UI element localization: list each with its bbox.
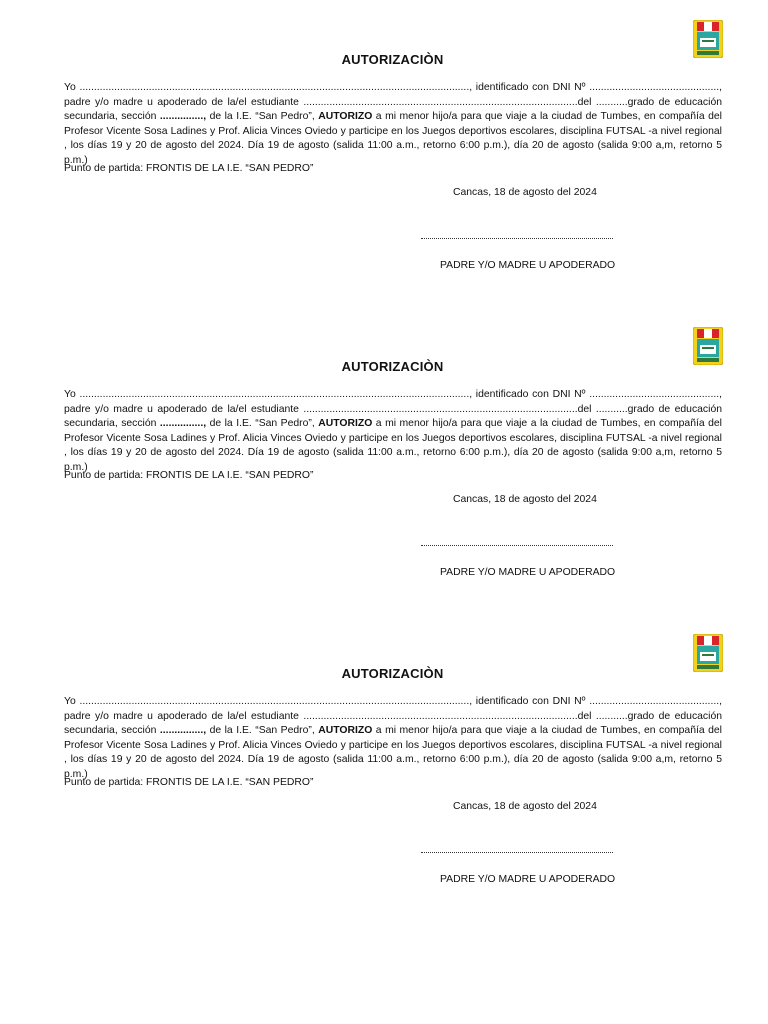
paragraph-details: a mi menor hijo/a para que viaje a la ciudad de Tumbes, en compañía del Profesor Vicente Sosa Ladines y Prof. Alicia Vinces Oviedo y participe en los Juegos deportivos escolares, disciplina FUTSAL -a nivel regional , los días 19 y 20 de agosto del 2024. Día 19 de agosto (salida 11:00 a.m., retorno 6:00 p.m.), día 20 de agosto (salida 9:00 a,m, retorno 5 p.m.) [64, 111, 722, 166]
paragraph-school: de la I.E. “San Pedro”, [206, 725, 319, 737]
autorizo-keyword: AUTORIZO [318, 725, 373, 737]
place-date: Cancas, 18 de agosto del 2024 [453, 801, 597, 812]
section-blank: ..............., [159, 418, 207, 430]
signature-label: PADRE Y/O MADRE U APODERADO [440, 567, 616, 578]
signature-line [421, 852, 613, 853]
paragraph-intro: Yo ......................................................................................................................................., identificado con DNI Nº ............................................., padre y/o madre u apoderado de la/el estudiante ...............................................................................................del ...........grado de educación secundaria, sección [64, 82, 722, 123]
place-date: Cancas, 18 de agosto del 2024 [453, 494, 597, 505]
authorization-paragraph [64, 81, 722, 169]
place-date: Cancas, 18 de agosto del 2024 [453, 187, 597, 198]
paragraph-details: a mi menor hijo/a para que viaje a la ciudad de Tumbes, en compañía del Profesor Vicente Sosa Ladines y Prof. Alicia Vinces Oviedo y participe en los Juegos deportivos escolares, disciplina FUTSAL -a nivel regional , los días 19 y 20 de agosto del 2024. Día 19 de agosto (salida 11:00 a.m., retorno 6:00 p.m.), día 20 de agosto (salida 9:00 a,m, retorno 5 p.m.) [64, 725, 722, 780]
paragraph-school: de la I.E. “San Pedro”, [206, 418, 319, 430]
departure-point: Punto de partida: FRONTIS DE LA I.E. “SAN PEDRO” [64, 777, 314, 788]
paragraph-school: de la I.E. “San Pedro”, [206, 111, 319, 123]
signature-line [421, 238, 613, 239]
paragraph-intro: Yo ......................................................................................................................................., identificado con DNI Nº ............................................., padre y/o madre u apoderado de la/el estudiante ...............................................................................................del ...........grado de educación secundaria, sección [64, 389, 722, 430]
signature-label: PADRE Y/O MADRE U APODERADO [440, 874, 616, 885]
autorizo-keyword: AUTORIZO [318, 111, 373, 123]
section-blank: ..............., [159, 725, 207, 737]
authorization-paragraph [64, 695, 722, 783]
departure-point: Punto de partida: FRONTIS DE LA I.E. “SAN PEDRO” [64, 163, 314, 174]
signature-label: PADRE Y/O MADRE U APODERADO [440, 260, 616, 271]
form-title: AUTORIZACIÒN [341, 666, 444, 681]
paragraph-intro: Yo ......................................................................................................................................., identificado con DNI Nº ............................................., padre y/o madre u apoderado de la/el estudiante ...............................................................................................del ...........grado de educación secundaria, sección [64, 696, 722, 737]
authorization-form-3 [0, 614, 768, 914]
authorization-form-1 [0, 0, 768, 300]
form-title: AUTORIZACIÒN [341, 52, 444, 67]
departure-point: Punto de partida: FRONTIS DE LA I.E. “SAN PEDRO” [64, 470, 314, 481]
paragraph-details: a mi menor hijo/a para que viaje a la ciudad de Tumbes, en compañía del Profesor Vicente Sosa Ladines y Prof. Alicia Vinces Oviedo y participe en los Juegos deportivos escolares, disciplina FUTSAL -a nivel regional , los días 19 y 20 de agosto del 2024. Día 19 de agosto (salida 11:00 a.m., retorno 6:00 p.m.), día 20 de agosto (salida 9:00 a,m, retorno 5 p.m.) [64, 418, 722, 473]
autorizo-keyword: AUTORIZO [318, 418, 373, 430]
section-blank: ..............., [159, 111, 207, 123]
authorization-paragraph [64, 388, 722, 476]
form-title: AUTORIZACIÒN [341, 359, 444, 374]
signature-line [421, 545, 613, 546]
authorization-form-2 [0, 307, 768, 607]
